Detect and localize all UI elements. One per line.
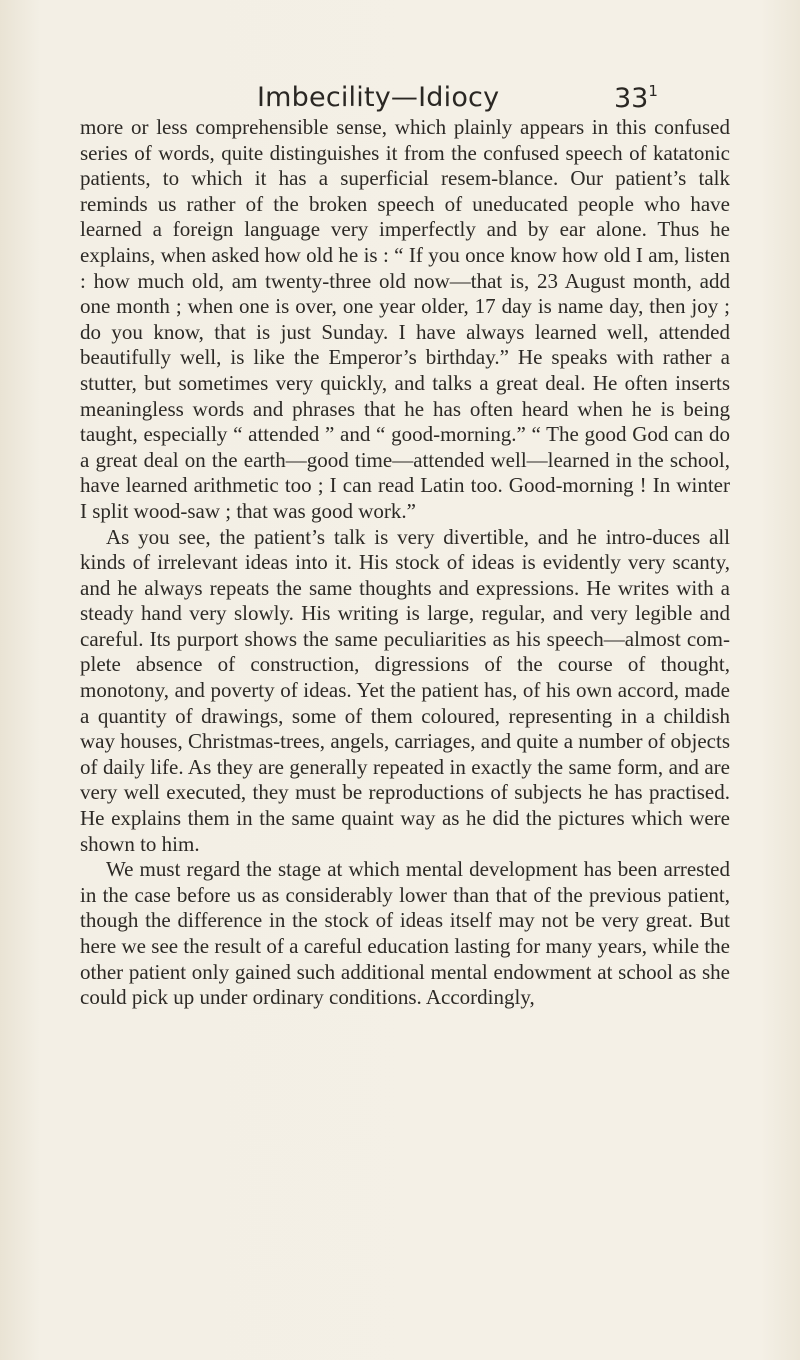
paragraph-2: As you see, the patient’s talk is very divertible, and he intro-duces all kinds of irrelevant ideas into it. His stock of ideas is evidently very scanty, and he always repeats the same thoughts and expressions. He writes with a steady hand very slowly. His writing is large, regular, and very legible and careful. Its purport shows the same peculiarities as his speech—almost com-plete absence of construction, digressions of the course of thought, monotony, and poverty of ideas. Yet the patient has, of his own accord, made a quantity of drawings, some of them coloured, representing in a childish way houses, Christmas-trees, angels, carriages, and quite a number of objects of daily life. As they are generally repeated in exactly the same form, and are very well executed, they must be reproductions of subjects he has practised. He explains them in the same quaint way as he did the pictures which were shown to him. [80,524,730,856]
page-number-main: 33 [614,83,649,114]
paragraph-1: more or less comprehensible sense, which plainly appears in this confused series of words, quite distinguishes it from the confused speech of katatonic patients, to which it has a superficial resem-blance. Our patient’s talk reminds us rather of the broken speech of uneducated people who have learned a foreign language very imperfectly and by ear alone. Thus he explains, when asked how old he is : “ If you once know how old I am, listen : how much old, am twenty-three old now—that is, 23 August month, add one month ; when one is over, one year older, 17 day is name day, then joy ; do you know, that is just Sunday. I have always learned well, attended beautifully well, is like the Emperor’s birthday.” He speaks with rather a stutter, but sometimes very quickly, and talks a great deal. He often inserts meaningless words and phrases that he has often heard when he is being taught, especially “ attended ” and “ good-morning.” “ The good God can do a great deal on the earth—good time—attended well—learned in the school, have learned arithmetic too ; I can read Latin too. Good-morning ! In winter I split wood-saw ; that was good work.” [80,115,730,523]
paragraph-3: We must regard the stage at which mental development has been arrested in the case before us as considerably lower than that of the previous patient, though the difference in the stock of ideas itself may not be very great. But here we see the result of a careful education lasting for many years, while the other patient only gained such additional mental endowment at school as she could pick up under ordinary conditions. Accordingly, [80,857,730,1010]
page-number-superscript: 1 [648,82,658,100]
running-title: Imbecility—Idiocy [257,82,500,113]
body-text [80,115,730,1011]
page-number [614,82,658,114]
